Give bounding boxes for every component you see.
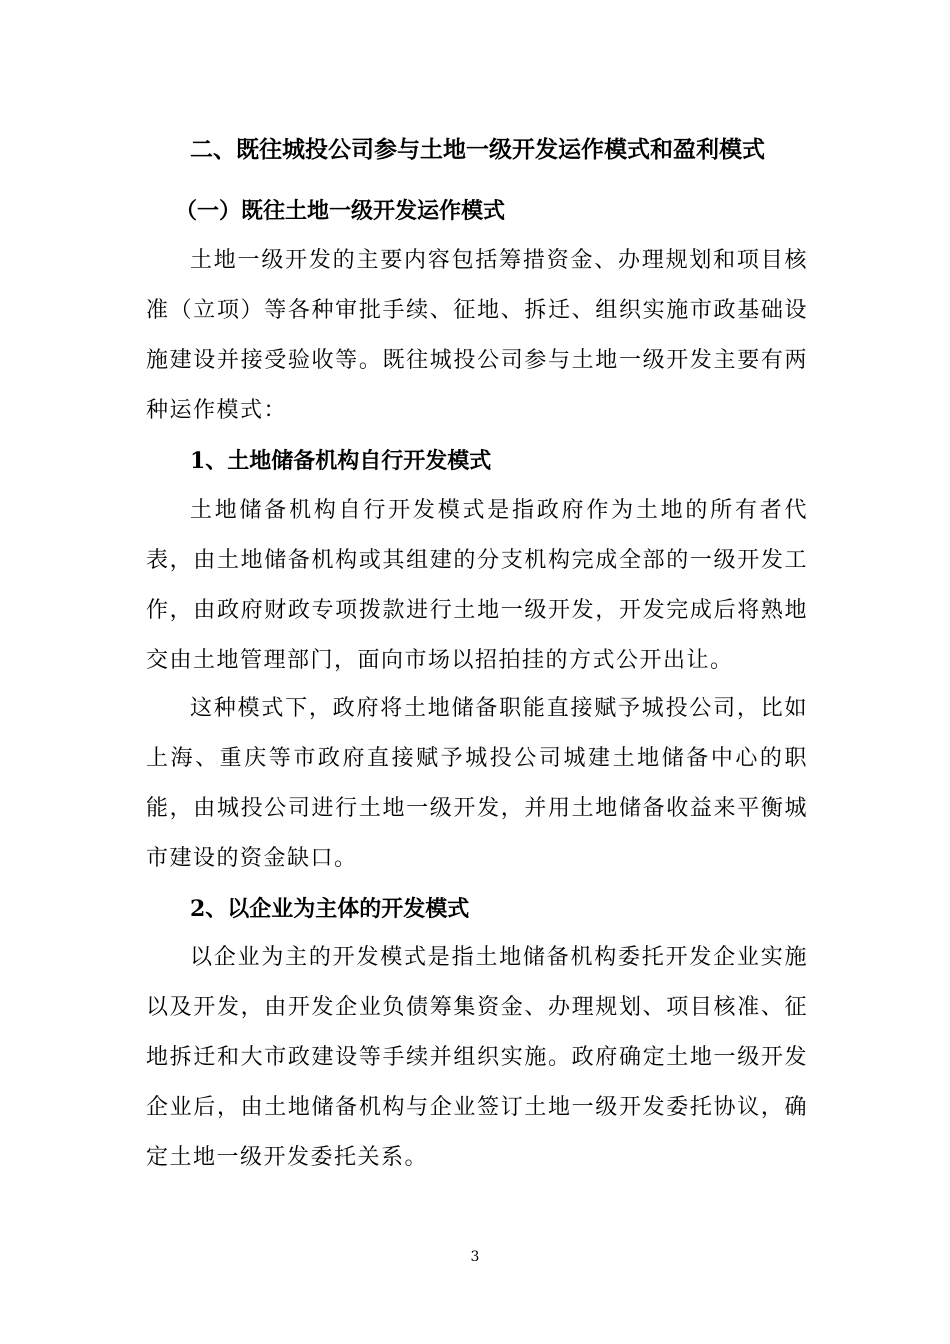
section-title: 二、既往城投公司参与土地一级开发运作模式和盈利模式: [190, 136, 765, 163]
mode1-paragraph-2: 这种模式下，政府将土地储备职能直接赋予城投公司，比如上海、重庆等市政府直接赋予城投公司城建土地储备中心的职能，由城投公司进行土地一级开发，并用土地储备收益来平衡城市建设的资金缺口。: [146, 696, 808, 871]
mode1-paragraph-1: 土地储备机构自行开发模式是指政府作为土地的所有者代表，由土地储备机构或其组建的分支机构完成全部的一级开发工作，由政府财政专项拨款进行土地一级开发，开发完成后将熟地交由土地管理部门，面向市场以招拍挂的方式公开出让。: [146, 498, 808, 673]
intro-paragraph: 土地一级开发的主要内容包括筹措资金、办理规划和项目核准（立项）等各种审批手续、征地、拆迁、组织实施市政基础设施建设并接受验收等。既往城投公司参与土地一级开发主要有两种运作模式：: [146, 248, 808, 423]
page-number: 3: [470, 1249, 480, 1265]
mode2-paragraph: 以企业为主的开发模式是指土地储备机构委托开发企业实施以及开发，由开发企业负债筹集资金、办理规划、项目核准、征地拆迁和大市政建设等手续并组织实施。政府确定土地一级开发企业后，由土地储备机构与企业签订土地一级开发委托协议，确定土地一级开发委托关系。: [146, 945, 808, 1170]
subsection-title: （一）既往土地一级开发运作模式: [175, 198, 506, 224]
mode2-title: 2、以企业为主体的开发模式: [190, 896, 470, 922]
mode1-title: 1、土地储备机构自行开发模式: [190, 448, 492, 474]
